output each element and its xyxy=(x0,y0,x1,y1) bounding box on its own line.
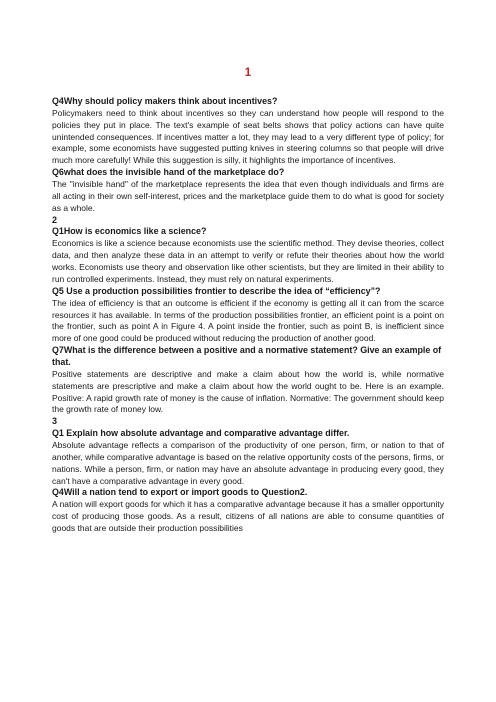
question-heading: Q4Will a nation tend to export or import goods to Question2. xyxy=(52,487,308,498)
answer-paragraph: The "invisible hand" of the marketplace represents the idea that even though individuals and firms are all acting in their own self-interest, prices and the marketplace guide them to do what is good for society as a whole. xyxy=(52,179,444,213)
section-number: 2 xyxy=(52,214,58,225)
question-heading: Q7What is the difference between a positive and a normative statement? Give an example of that. xyxy=(52,345,442,367)
question-heading: Q6what does the invisible hand of the marketplace do? xyxy=(52,167,285,178)
question-heading: Q4Why should policy makers think about incentives? xyxy=(52,96,278,106)
answer-paragraph: Positive statements are descriptive and make a claim about how the world is, while normative statements are prescriptive and make a claim about how the world ought to be. Here is an example. Positive: A rapid growth rate of money is the cause of inflation. Normative: The government should keep the growth rate of money low. xyxy=(52,368,444,415)
page-number: 1 xyxy=(244,67,252,79)
answer-paragraph: Policymakers need to think about incentives so they can understand how people will respond to the policies they put in place. The text's example of seat belts shows that policy actions can have quite unintended consequences. If incentives matter a lot, they may lead to a very different type of policy; for example, some economists have suggested putting knives in steering columns so that people will drive much more carefully! While this suggestion is silly, it highlights the importance of incentives. xyxy=(52,107,444,166)
question-heading: Q1How is economics like a science? xyxy=(52,226,207,237)
answer-paragraph: A nation will export goods for which it has a comparative advantage because it has a smaller opportunity cost of producing those goods. As a result, citizens of all nations are able to consume quantities of goods that are outside their production possibilities xyxy=(52,499,444,533)
answer-paragraph: Economics is like a science because economists use the scientific method. They devise theories, collect data, and then analyze these data in an attempt to verify or refute their theories about how the world works. Economists use theory and observation like other scientists, but they are limited in their ability to run controlled experiments. Instead, they must rely on natural experiments. xyxy=(52,238,444,284)
question-heading: Q5 Use a production possibilities frontier to describe the idea of “efficiency”? xyxy=(52,285,381,296)
document-body xyxy=(52,66,444,535)
question-heading: Q1 Explain how absolute advantage and comparative advantage differ. xyxy=(52,428,350,439)
answer-paragraph: The idea of efficiency is that an outcome is efficient if the economy is getting all it can from the scarce resources it has available. In terms of the production possibilities frontier, an efficient point is a point on the frontier, such as point A in Figure 4. A point inside the frontier, such as point B, is inefficient since more of one good could be produced without reducing the production of another good. xyxy=(52,297,444,344)
answer-paragraph: Absolute advantage reflects a comparison of the productivity of one person, firm, or nation to that of another, while comparative advantage is based on the relative opportunity costs of the persons, firms, or nations. While a person, firm, or nation may have an absolute advantage in producing every good, they can't have a comparative advantage in every good. xyxy=(52,440,444,486)
section-number: 3 xyxy=(52,416,58,427)
